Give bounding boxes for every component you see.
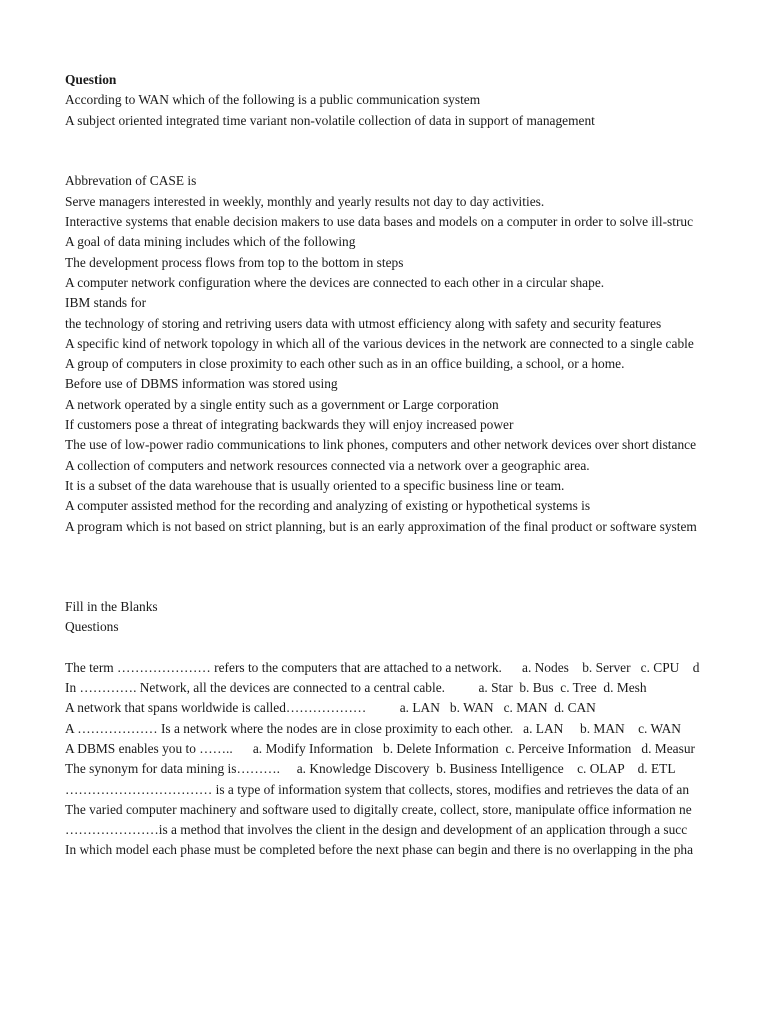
fill-blanks-heading: Fill in the Blanks	[65, 598, 158, 614]
spacer	[65, 131, 768, 172]
spacer	[65, 537, 768, 597]
question-line: A program which is not based on strict planning, but is an early approximation of the final product or software system	[65, 518, 697, 534]
fill-blank-line: A network that spans worldwide is called……………… a. LAN b. WAN c. MAN d. CAN	[65, 700, 596, 716]
question-line: Before use of DBMS information was stored using	[65, 376, 338, 392]
document-body	[65, 70, 768, 861]
question-line: A computer assisted method for the recording and analyzing of existing or hypothetical systems is	[65, 498, 591, 514]
question-line: the technology of storing and retriving users data with utmost efficiency along with safety and security features	[65, 315, 662, 331]
fill-blank-line: The term ………………… refers to the computers that are attached to a network. a. Nodes b. Server c. CPU d	[65, 659, 700, 675]
question-line: Interactive systems that enable decision makers to use data bases and models on a computer in order to solve ill-struc	[65, 214, 694, 230]
question-line: Abbrevation of CASE is	[65, 173, 197, 189]
question-line: A collection of computers and network resources connected via a network over a geographic area.	[65, 457, 590, 473]
fill-blank-line: The synonym for data mining is………. a. Knowledge Discovery b. Business Intelligence c. OLAP d. ETL	[65, 761, 676, 777]
fill-blank-line: …………………is a method that involves the client in the design and development of an application through a succ	[65, 822, 688, 838]
fill-blank-line: A ……………… Is a network where the nodes are in close proximity to each other. a. LAN b. MAN c. WAN	[65, 720, 681, 736]
fill-blank-line: A DBMS enables you to …….. a. Modify Information b. Delete Information c. Perceive Information d. Measur	[65, 740, 695, 756]
fill-blank-line: In …………. Network, all the devices are connected to a central cable. a. Star b. Bus c. Tree d. Mesh	[65, 680, 647, 696]
question-line: A goal of data mining includes which of the following	[65, 234, 356, 250]
question-heading: Question	[65, 72, 117, 87]
question-line: The development process flows from top to the bottom in steps	[65, 254, 404, 270]
spacer	[65, 637, 768, 657]
fill-blanks-subheading: Questions	[65, 619, 119, 635]
question-line: A specific kind of network topology in which all of the various devices in the network are connected to a single cable	[65, 335, 694, 351]
question-line: The use of low-power radio communications to link phones, computers and other network devices over short distance	[65, 437, 697, 453]
question-line: A group of computers in close proximity to each other such as in an office building, a school, or a home.	[65, 356, 625, 372]
fill-blank-line: …………………………… is a type of information system that collects, stores, modifies and retrieves the data of an	[65, 781, 690, 797]
question-line: A computer network configuration where the devices are connected to each other in a circular shape.	[65, 274, 605, 290]
fill-blank-line: In which model each phase must be completed before the next phase can begin and there is no overlapping in the pha	[65, 842, 694, 858]
question-line: Serve managers interested in weekly, monthly and yearly results not day to day activities.	[65, 193, 545, 209]
question-line: If customers pose a threat of integrating backwards they will enjoy increased power	[65, 417, 514, 433]
question-line: A subject oriented integrated time variant non-volatile collection of data in support of management	[65, 112, 595, 128]
question-line: According to WAN which of the following is a public communication system	[65, 92, 481, 108]
question-line: IBM stands for	[65, 295, 147, 311]
fill-blank-line: The varied computer machinery and software used to digitally create, collect, store, manipulate office information ne	[65, 801, 692, 817]
question-line: A network operated by a single entity such as a government or Large corporation	[65, 396, 499, 412]
question-line: It is a subset of the data warehouse that is usually oriented to a specific business line or team.	[65, 477, 565, 493]
